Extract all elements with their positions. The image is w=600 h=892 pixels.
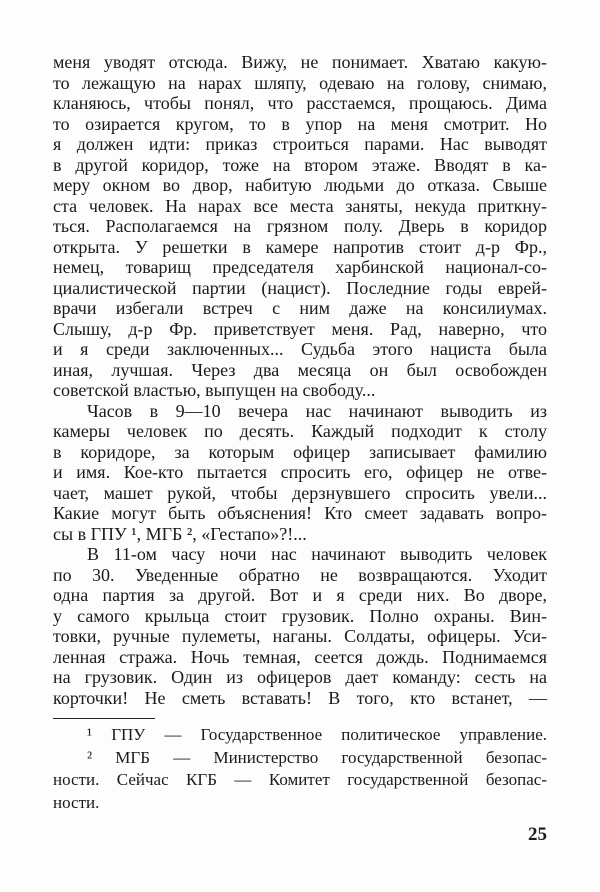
- text-line: ться. Располагаемся на грязном полу. Дверь в коридор: [53, 216, 547, 236]
- text-line: то озирается кругом, то в упор на меня смотрит. Но: [53, 113, 547, 134]
- text-line: у самого крыльца стоит грузовик. Полно охраны. Вин-: [53, 605, 547, 626]
- text-line: меня уводят отсюда. Вижу, не понимает. Хватаю какую-: [53, 52, 547, 72]
- footnote-separator: [53, 718, 155, 719]
- text-line: открыта. У решетки в камере напротив стоит д-р Фр.,: [53, 236, 547, 257]
- text-line: одна партия за другой. Вот и я среди них. Во дворе,: [53, 585, 547, 605]
- text-line: Часов в 9—10 вечера нас начинают выводить из: [87, 400, 547, 421]
- text-line: ста человек. На нарах все места заняты, некуда приткну-: [53, 195, 547, 216]
- text-line: и имя. Кое-кто пытается спросить его, офицер не отве-: [53, 462, 547, 482]
- text-line: камеры человек по десять. Каждый подходит к столу: [53, 421, 547, 441]
- text-line: товки, ручные пулеметы, наганы. Солдаты, офицеры. Уси-: [53, 626, 547, 646]
- text-line: и я среди заключенных... Судьба этого нациста была: [53, 339, 547, 359]
- text-line: чает, машет рукой, чтобы дерзнувшего спросить увели...: [53, 482, 547, 503]
- text-line: то лежащую на нарах шляпу, одеваю на голову, снимаю,: [53, 72, 547, 93]
- text-line: кланяюсь, чтобы понял, что расстаемся, прощаюсь. Дима: [53, 93, 547, 113]
- text-line: в коридоре, за которым офицер записывает фамилию: [53, 441, 547, 462]
- text-line: в другой коридор, тоже на втором этаже. Вводят в ка-: [53, 154, 547, 175]
- text-line: на грузовик. Один из офицеров дает команду: сесть на: [53, 667, 547, 687]
- text-line: корточки! Не сметь вставать! В того, кто встанет, —: [53, 687, 547, 708]
- page-number: 25: [528, 824, 547, 845]
- text-line: В 11-ом часу ночи нас начинают выводить человек: [87, 544, 547, 564]
- text-line: циалистической партии (нацист). Последние годы еврей-: [53, 277, 547, 298]
- text-line: немец, товарищ председателя харбинской национал-со-: [53, 257, 547, 277]
- footnote-line: ности. Сейчас КГБ — Комитет государственной безопас-: [53, 770, 547, 790]
- text-line: Слышу, д-р Фр. приветствует меня. Рад, наверно, что: [53, 318, 547, 339]
- footnote-line: ¹ ГПУ — Государственное политическое управление.: [87, 725, 547, 744]
- text-line: меру окном во двор, набитую людьми до отказа. Свыше: [53, 175, 547, 195]
- text-line: ленная стража. Ночь темная, сеется дождь. Поднимаемся: [53, 646, 547, 667]
- footnote-line: ² МГБ — Министерство государственной безопас-: [87, 747, 547, 767]
- text-line: Какие могут быть объяснения! Кто смеет задавать вопро-: [53, 503, 547, 523]
- text-line: врачи избегали встреч с ним даже на консилиумах.: [53, 298, 547, 318]
- footnote-line: ности.: [53, 793, 100, 813]
- text-line: я должен идти: приказ строиться парами. Нас выводят: [53, 134, 547, 154]
- text-line: сы в ГПУ ¹, МГБ ², «Гестапо»?!...: [53, 523, 307, 544]
- text-line: по 30. Уведенные обратно не возвращаются. Уходит: [53, 564, 547, 585]
- text-line: советской властью, выпущен на свободу...: [53, 380, 376, 400]
- text-line: иная, лучшая. Через два месяца он был освобожден: [53, 359, 547, 380]
